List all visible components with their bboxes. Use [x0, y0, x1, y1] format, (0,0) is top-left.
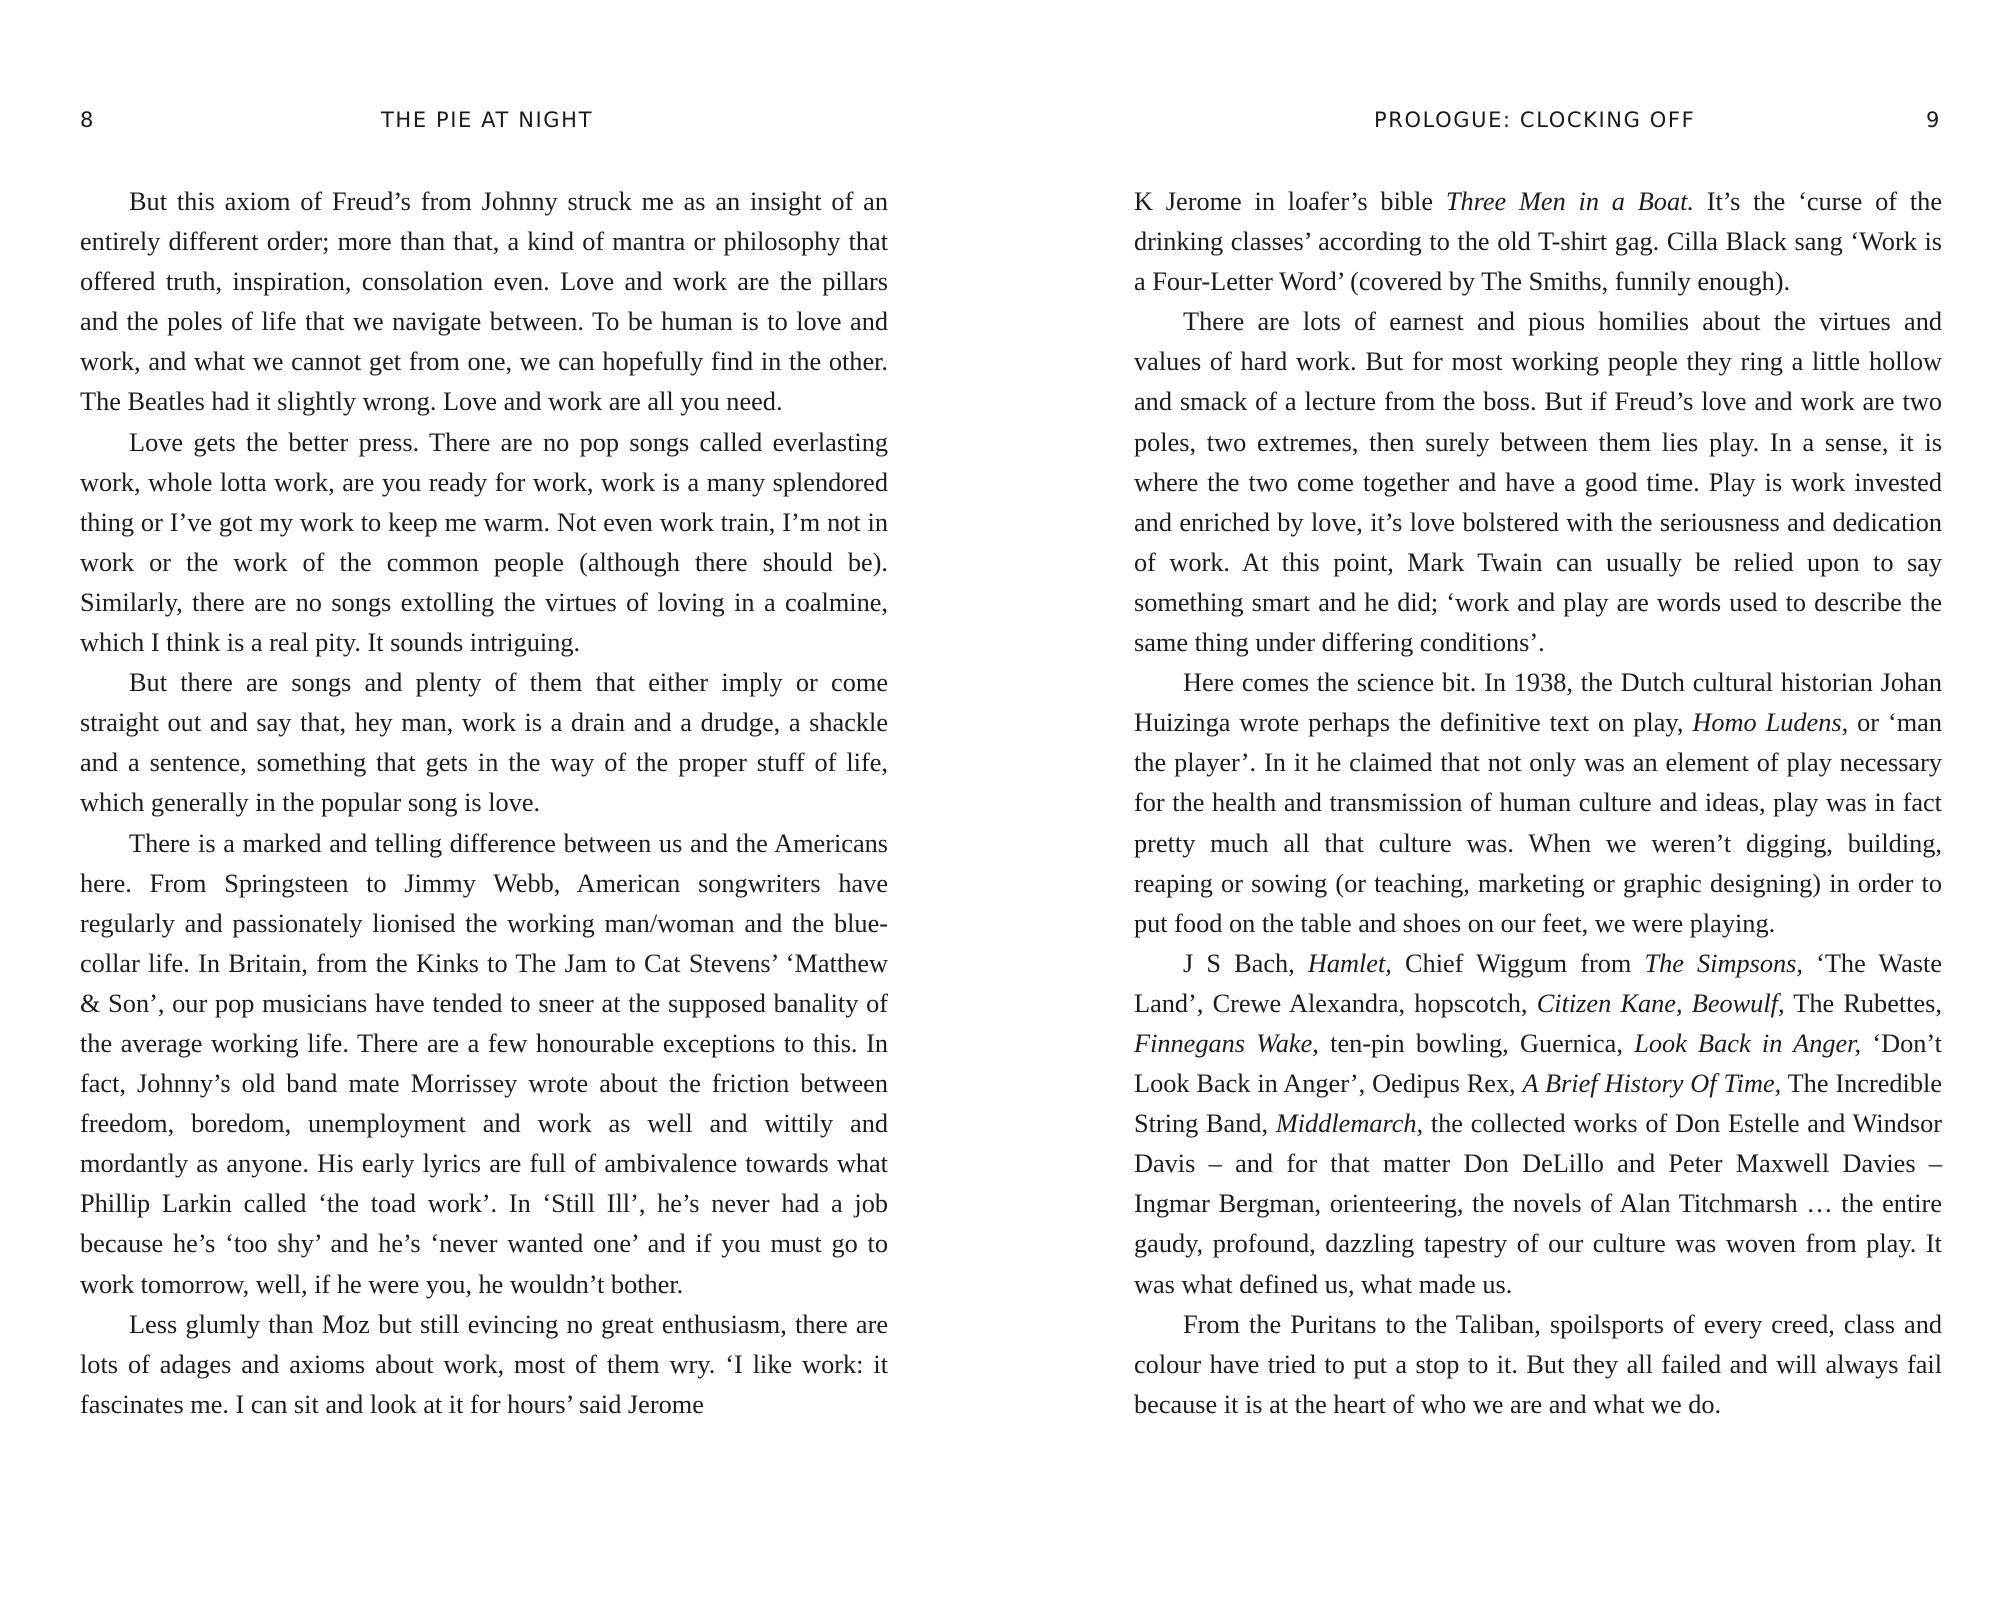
paragraph: J S Bach, Hamlet, Chief Wiggum from The Simpsons, ‘The Waste Land’, Crewe Alexandra, hopscotch, Citizen Kane, Beowulf, The Rubettes, Finnegans Wake, ten-pin bowling, Guernica, Look Back in Anger, ‘Don’t Look Back in Anger’, Oedipus Rex, A Brief History Of Time, The Incredible String Band, Middlemarch, the collected works of Don Estelle and Windsor Davis – and for that matter Don DeLillo and Peter Maxwell Davies – Ingmar Bergman, orienteering, the novels of Alan Titchmarsh … the entire gaudy, profound, dazzling tapestry of our culture was woven from play. It was what defined us, what made us.	[1134, 948, 1943, 1299]
paragraph: But this axiom of Freud’s from Johnny struck me as an insight of an entirely different order; more than that, a kind of mantra or philosophy that offered truth, inspiration, consolation even. Love and work are the pillars and the poles of life that we navigate between. To be human is to love and work, and what we cannot get from one, we can hopefully find in the other. The Beatles had it slightly wrong. Love and work are all you need.	[80, 187, 888, 417]
paragraph: Here comes the science bit. In 1938, the Dutch cultural historian Johan Huizinga wrote perhaps the definitive text on play, Homo Ludens, or ‘man the player’. In it he claimed that not only was an element of play necessary for the health and transmission of human culture and ideas, play was in fact pretty much all that culture was. When we weren’t digging, building, reaping or sowing (or teaching, marketing or graphic designing) in order to put food on the table and shoes on our feet, we were playing.	[1134, 668, 1942, 938]
running-head-chapter-title: PROLOGUE: CLOCKING OFF	[1374, 108, 1696, 132]
paragraph: From the Puritans to the Taliban, spoilsports of every creed, class and colour have tried to put a stop to it. But they all failed and will always fail because it is at the heart of who we are and what we do.	[1134, 1309, 1942, 1419]
paragraph: There is a marked and telling difference between us and the Americans here. From Springsteen to Jimmy Webb, American songwriters have regularly and passionately lionised the working man/​woman and the blue-collar life. In Britain, from the Kinks to The Jam to Cat Stevens’ ‘Matthew & Son’, our pop musicians have tended to sneer at the supposed banality of the average working life. There are a few honourable exceptions to this. In fact, Johnny’s old band mate Morrissey wrote about the friction between freedom, boredom, unemployment and work as well and wittily and mordantly as anyone. His early lyrics are full of ambivalence towards what Phillip Larkin called ‘the toad work’. In ‘Still Ill’, he’s never had a job because he’s ‘too shy’ and he’s ‘never wanted one’ and if you must go to work tomorrow, well, if he were you, he wouldn’t bother.	[80, 828, 888, 1299]
paragraph: There are lots of earnest and pious homilies about the virtues and values of hard work. But for most working people they ring a little hollow and smack of a lecture from the boss. But if Freud’s love and work are two poles, two extremes, then surely between them lies play. In a sense, it is where the two come together and have a good time. Play is work invested and enriched by love, it’s love bolstered with the seriousness and dedication of work. At this point, Mark Twain can usually be relied upon to say something smart and he did; ‘work and play are words used to describe the same thing under differing conditions’.	[1134, 307, 1942, 658]
right-page	[1000, 0, 2000, 1610]
running-head-book-title: THE PIE AT NIGHT	[381, 108, 593, 132]
left-page-body	[80, 182, 888, 1425]
paragraph-continued: K Jerome in loafer’s bible Three Men in a Boat. It’s the ‘curse of the drinking classes’ according to the old T-shirt gag. Cilla Black sang ‘Work is a Four-Letter Word’ (covered by The Smiths, funnily enough).	[1134, 187, 1942, 297]
paragraph: Love gets the better press. There are no pop songs called everlasting work, whole lotta work, are you ready for work, work is a many splendored thing or I’ve got my work to keep me warm. Not even work train, I’m not in work or the work of the common people (although there should be). Similarly, there are no songs extolling the virtues of loving in a coalmine, which I think is a real pity. It sounds intriguing.	[80, 427, 888, 658]
paragraph: Less glumly than Moz but still evincing no great enthusiasm, there are lots of adages and axioms about work, most of them wry. ‘I like work: it fascinates me. I can sit and look at it for hours’ said Jerome	[80, 1309, 888, 1419]
paragraph: But there are songs and plenty of them that either imply or come straight out and say that, hey man, work is a drain and a drudge, a shackle and a sentence, something that gets in the way of the proper stuff of life, which generally in the popular song is love.	[80, 668, 888, 818]
right-page-body	[1134, 182, 1942, 1425]
page-number-left: 8	[80, 108, 94, 132]
page-number-right: 9	[1926, 108, 1940, 132]
